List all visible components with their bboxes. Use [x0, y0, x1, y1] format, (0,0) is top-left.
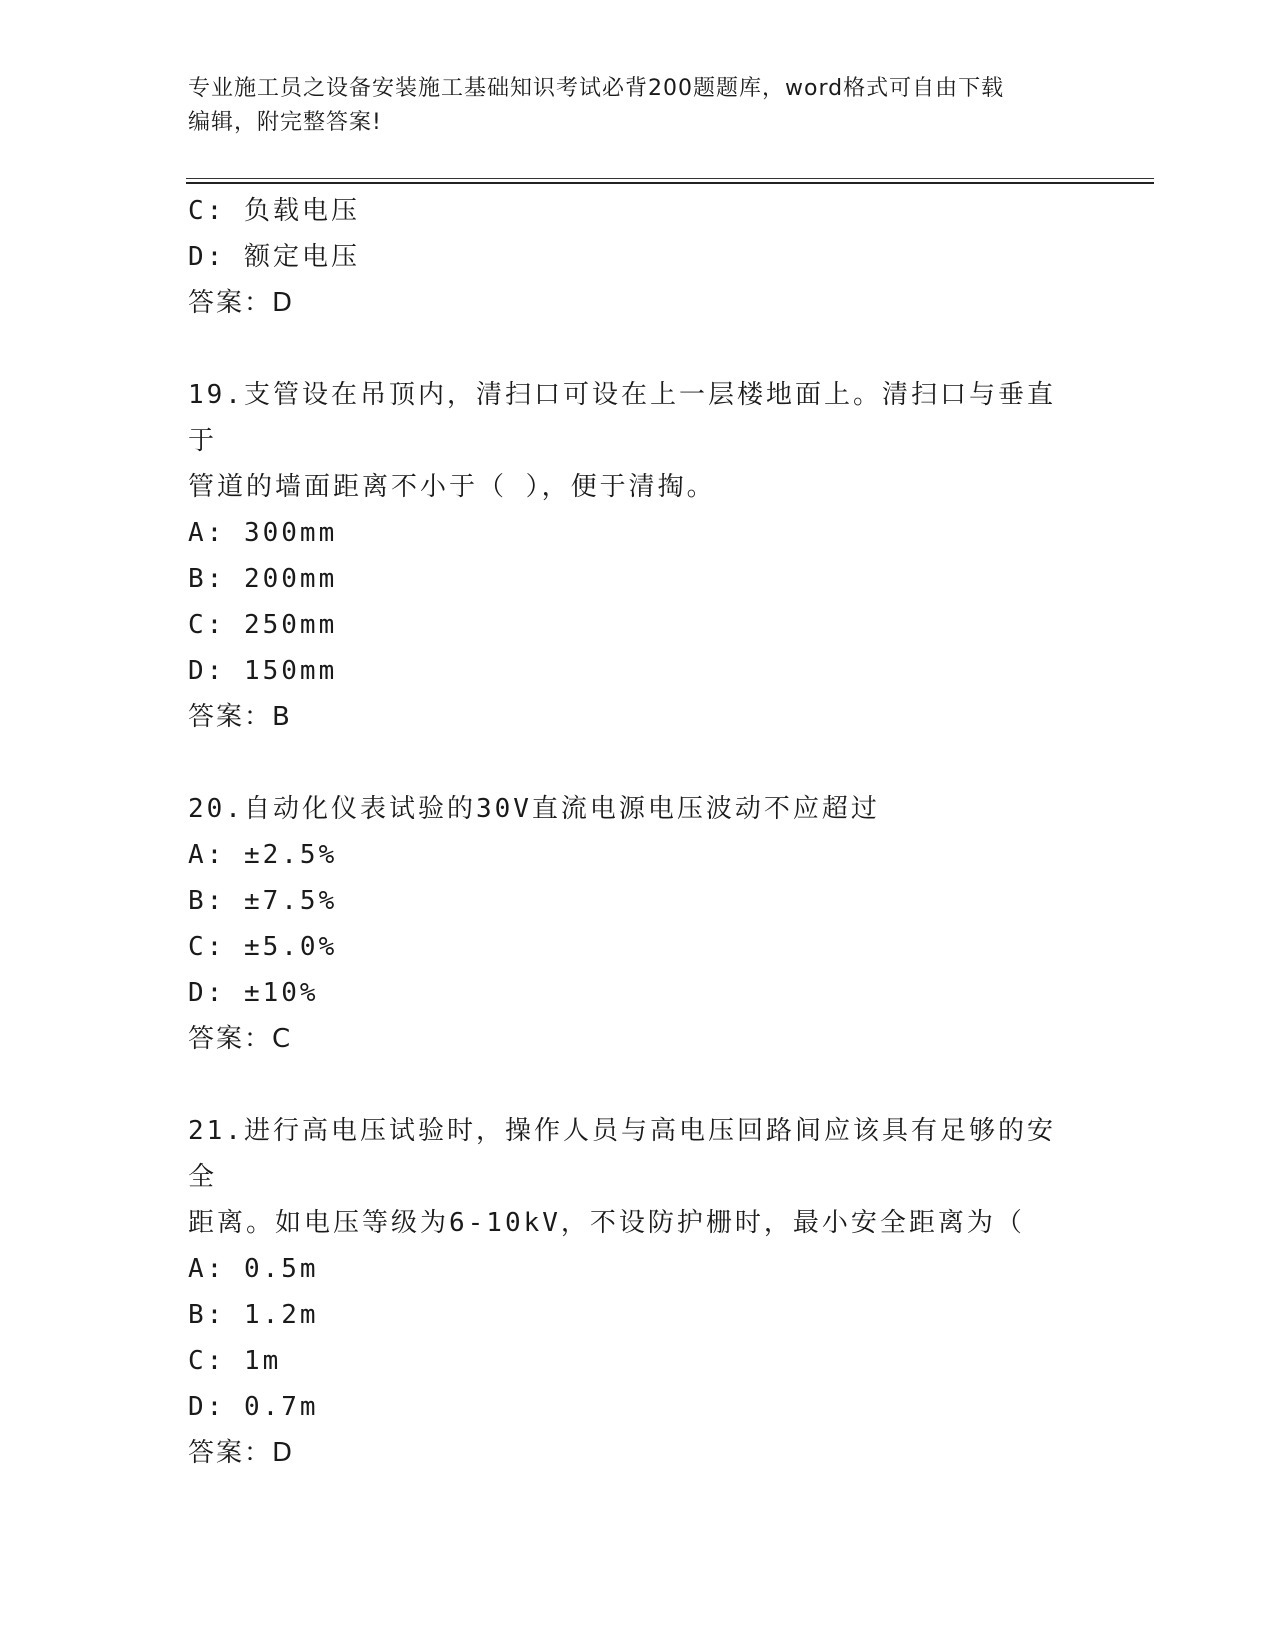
question-text-line-2: 管道的墙面距离不小于（ ），便于清掏。	[188, 472, 716, 502]
option-b: B: 200mm	[188, 564, 338, 594]
option-a: A: 0.5m	[188, 1254, 319, 1284]
header-title-line-2: 编辑，附完整答案!	[188, 110, 382, 135]
option-d: D: 额定电压	[188, 242, 360, 272]
question-21	[188, 1108, 1088, 1476]
header-title-line-1: 专业施工员之设备安装施工基础知识考试必背200题题库，word格式可自由下载	[188, 76, 1005, 101]
header-divider-thin	[186, 178, 1154, 179]
option-d: D: ±10%	[188, 978, 319, 1008]
question-19	[188, 372, 1088, 740]
option-d: D: 0.7m	[188, 1392, 319, 1422]
question-text-line-1: 19.支管设在吊顶内，清扫口可设在上一层楼地面上。清扫口与垂直于	[188, 380, 1056, 456]
spacer	[188, 326, 1088, 372]
option-b: B: ±7.5%	[188, 886, 338, 916]
option-c: C: ±5.0%	[188, 932, 338, 962]
answer-line: 答案：D	[188, 1438, 295, 1468]
option-a: A: 300mm	[188, 518, 338, 548]
answer-line: 答案：D	[188, 288, 295, 318]
document-header	[188, 72, 1068, 140]
answer-line: 答案：B	[188, 702, 292, 732]
option-d: D: 150mm	[188, 656, 338, 686]
header-divider-thick	[186, 182, 1154, 184]
option-c: C: 250mm	[188, 610, 338, 640]
spacer	[188, 1062, 1088, 1108]
option-c: C: 负载电压	[188, 196, 360, 226]
document-body	[188, 188, 1088, 1476]
answer-line: 答案：C	[188, 1024, 293, 1054]
question-text-line-1: 20.自动化仪表试验的30V直流电源电压波动不应超过	[188, 794, 880, 824]
question-20	[188, 786, 1088, 1062]
spacer	[188, 740, 1088, 786]
question-text-line-2: 距离。如电压等级为6-10kV，不设防护栅时，最小安全距离为（	[188, 1208, 1025, 1238]
option-a: A: ±2.5%	[188, 840, 338, 870]
carryover-question	[188, 188, 1088, 326]
option-c: C: 1m	[188, 1346, 282, 1376]
option-b: B: 1.2m	[188, 1300, 319, 1330]
question-text-line-1: 21.进行高电压试验时，操作人员与高电压回路间应该具有足够的安全	[188, 1116, 1056, 1192]
